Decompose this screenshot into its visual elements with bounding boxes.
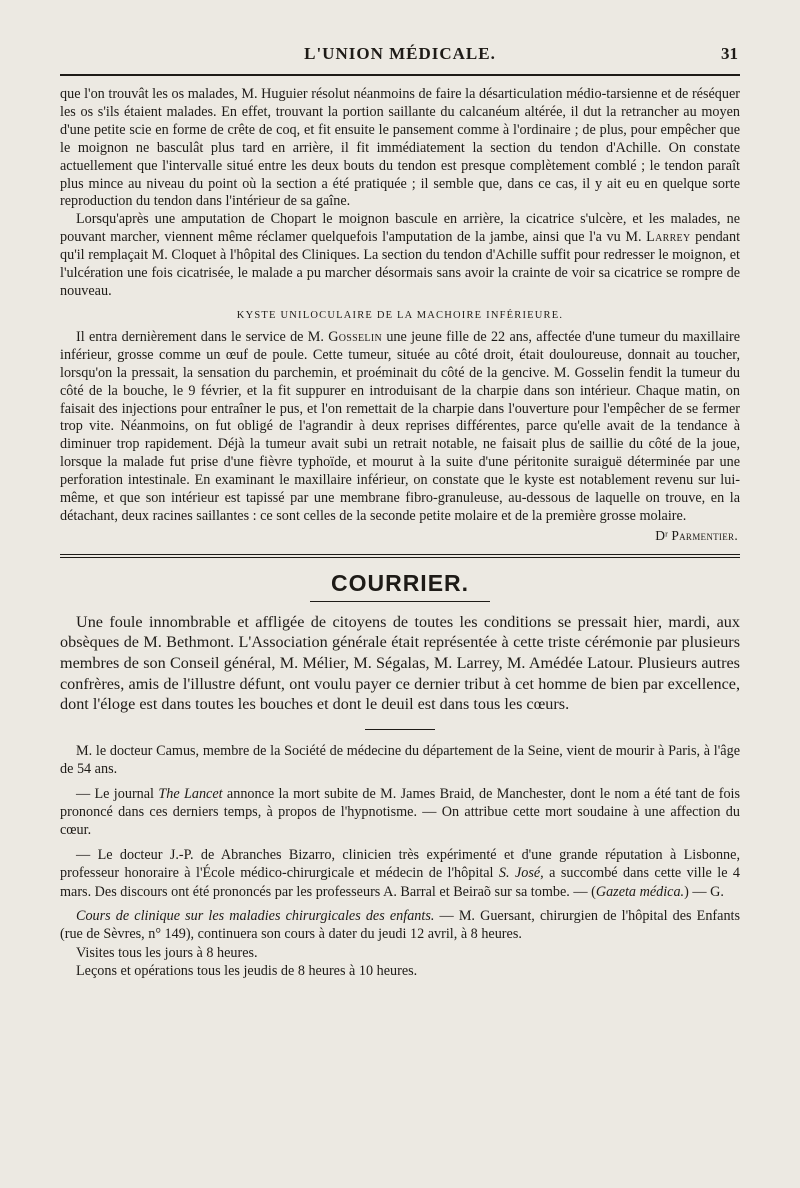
signature-name: Parmentier. (671, 527, 738, 543)
article-paragraph-1: que l'on trouvât les os malades, M. Huguier résolut néanmoins de faire la désarticulation médio-tarsienne et de réséquer les os s'ils étaient malades. En effet, trouvant la portion saillante du calcanéum altérée, il dut la retrancher au moyen d'une petite scie en forme de crête de coq, et fit ensuite le pansement comme à l'ordinaire ; de plus, pour empêcher que le moignon ne basculât plus tard en arrière, il fit immédiatement la section du tendon d'Achille. On constate actuellement que l'intervalle situé entre les deux bouts du tendon est presque complètement comblé ; le tendon paraît plus mince au niveau du point où la section a été pratiquée ; il semble que, dans ce cas, il y ait eu en quelque sorte reproduction du tendon dans l'intérieur de sa gaîne. (60, 86, 740, 210)
news-item-camus: M. le docteur Camus, membre de la Société de médecine du département de la Seine, vient de mourir à Paris, à l'âge de 54 ans. (60, 742, 740, 778)
news-guersant-text: — M. Guersant, chirurgien de l'hôpital des Enfants (rue de Sèvres, n° 149), continuera son cours à dater du jeudi 12 avril, à 8 heures. (60, 908, 741, 943)
text-column (60, 86, 740, 981)
source-gazeta-medica: Gazeta médica. (595, 883, 685, 900)
author-signature (60, 528, 740, 544)
news-braid-text-b: annonce la mort subite de M. James Braid, de Manchester, dont le nom a été tant de fois prononcé dans ces derniers temps, à propos de l'hypnotisme. — On attribue cette mort soudaine à une affection du cœur. (60, 785, 741, 839)
courrier-title: COURRIER. (330, 569, 470, 596)
news-bizarro-text-a: — Le docteur J.-P. de Abranches Bizarro, clinicien très expérimenté et d'une grande réputation à Lisbonne, professeur honoraire à l'École médico-chirurgicale et médecin de l'hôpital (60, 846, 740, 882)
paragraph-3-text-b: une jeune fille de 22 ans, affectée d'une tumeur du maxillaire inférieur, grosse comme un œuf de poule. Cette tumeur, située au côté droit, était douloureuse, donnait au toucher, lorsqu'on la pressait, la sensation du parchemin, et proéminait du côté de la gencive. M. Gosselin fendit la tumeur du côté de la bouche, le 9 février, et la fit suppurer en introduisant de la charpie dans son intérieur. Chaque matin, on faisait des injections pour entraîner le pus, et l'on remettait de la charpie dans l'ouverture pour l'empêcher de se fermer trop vite. Néanmoins, on fut obligé de l'agrandir à deux reprises différentes, parce qu'elle avait de la tendance à diminuer trop rapidement. Déjà la tumeur avait subi un retrait notable, ne faisait plus de saillie du côté de la joue, lorsque la malade fut prise d'une fièvre typhoïde, et mourut à la suite d'une péritonite suraiguë déterminée par une perforation intestinale. En examinant le maxillaire inférieur, on constate que le kyste est notablement revenu sur lui-même, et que son intérieur est tapissé par une membrane fibro-granuleuse, au-dessous de laquelle on trouve, en la détachant, deux racines saillantes : ce sont celles de la seconde petite molaire et de la première grosse molaire. (60, 328, 741, 524)
page-header (60, 44, 740, 68)
surgeon-name-gosselin: Gosselin (328, 328, 382, 345)
news-bizarro-text-c: ) — G. (684, 883, 724, 900)
article-paragraph-3 (60, 329, 740, 526)
section-title: KYSTE UNILOCULAIRE DE LA MACHOIRE INFÉRIEURE. (236, 309, 564, 321)
surgeon-name-larrey: Larrey (646, 229, 691, 246)
signature-prefix: Dʳ (655, 527, 668, 543)
news-braid-text-a: — Le journal (76, 785, 154, 802)
hospital-name-sao-jose: S. José, (498, 865, 544, 882)
title-underline (310, 601, 490, 602)
section-divider (60, 554, 740, 558)
running-title: L'UNION MÉDICALE. (304, 44, 496, 63)
news-item-braid (60, 785, 740, 840)
courrier-lead-paragraph: Une foule innombrable et affligée de citoyens de toutes les conditions se pressait hier, mardi, aux obsèques de M. Bethmont. L'Association générale était représentée à cette triste cérémonie par plusieurs membres de son Conseil général, M. Mélier, M. Ségalas, M. Larrey, M. Amédée Latour. Plusieurs autres confrères, amis de l'illustre défunt, ont voulu payer ce dernier tribut à cet homme de bien par excellence, dont l'éloge est dans toutes les bouches et dont le deuil est dans tous les cœurs. (60, 612, 740, 714)
news-item-visits: Visites tous les jours à 8 heures. (76, 944, 258, 961)
paragraph-2-text-b: pendant qu'il remplaçait M. Cloquet à l'hôpital des Cliniques. La section du tendon d'Achille suffit pour redresser le moignon, et l'ulcération une fois cicatrisée, le malade a pu marcher désormais sans avoir la crainte de voir sa cicatrice se rompre de nouveau. (60, 229, 741, 299)
news-item-bizarro (60, 846, 740, 901)
paragraph-2-text-a: Lorsqu'après une amputation de Chopart le moignon bascule en arrière, la cicatrice s'ulcère, et les malades, ne pouvant marcher, viennent même réclamer quelquefois l'amputation de la jambe, ainsi que l'a vu M. (60, 211, 740, 246)
news-item-lessons: Leçons et opérations tous les jeudis de 8 heures à 10 heures. (76, 963, 418, 980)
courrier-lead (60, 612, 740, 715)
news-items (60, 742, 740, 981)
news-bizarro-text-b: a succombé dans cette ville le 4 mars. Des discours ont été prononcés par les professeurs A. Barral et Beiraõ sur sa tombe. — ( (60, 865, 741, 900)
header-rule (60, 74, 740, 76)
news-item-guersant (60, 907, 740, 944)
article-paragraph-2 (60, 211, 740, 301)
journal-name-lancet: The Lancet (158, 785, 223, 802)
short-divider (365, 729, 435, 730)
course-title: Cours de clinique sur les maladies chirurgicales des enfants. (76, 908, 435, 925)
page-number: 31 (721, 44, 738, 63)
paragraph-3-text-a: Il entra dernièrement dans le service de M. (76, 328, 324, 345)
